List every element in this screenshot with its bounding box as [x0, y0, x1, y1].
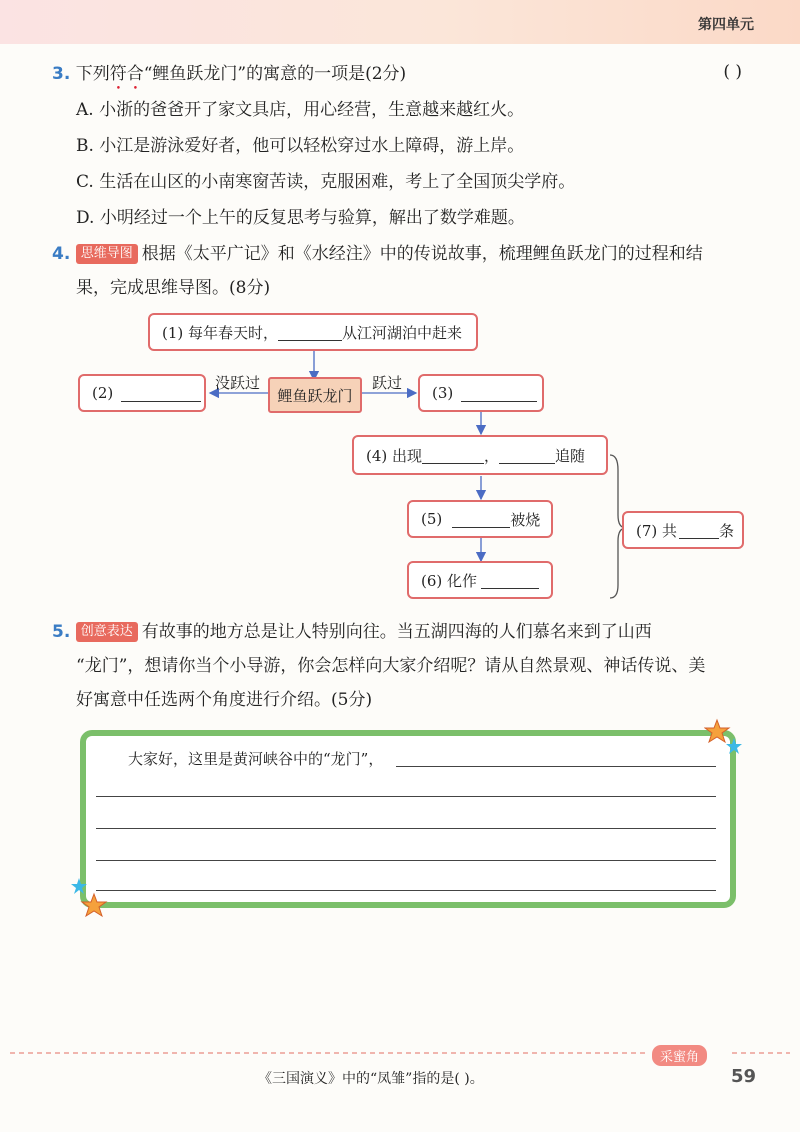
writing-line-4[interactable] [96, 860, 716, 861]
box1-blank[interactable] [278, 324, 342, 341]
q4-tag: 思维导图 [76, 244, 138, 264]
edge-label-left: 没跃过 [215, 374, 261, 392]
q4-number: 4. [52, 244, 71, 264]
box2-label: (2) [92, 384, 114, 402]
box3-label: (3) [432, 384, 454, 402]
q3-option-c: C. 生活在山区的小南寒窗苦读，克服困难，考上了全国顶尖学府。 [76, 172, 576, 192]
box6-blank[interactable] [481, 572, 539, 589]
map-box-4 [352, 435, 608, 475]
box5-blank[interactable] [452, 511, 510, 528]
star-icon-top [704, 718, 744, 762]
writing-line-3[interactable] [96, 828, 716, 829]
unit-title: 第四单元 [698, 17, 754, 33]
writing-line-2[interactable] [96, 796, 716, 797]
answer-start: 大家好，这里是黄河峡谷中的“龙门”， [128, 750, 384, 768]
box4-pre: (4) 出现 [366, 446, 423, 465]
q5-tag: 创意表达 [76, 622, 138, 642]
box3-blank[interactable] [461, 385, 537, 402]
star-icon-bottom [70, 876, 110, 920]
q3-dotted-word: 符合 [109, 64, 144, 84]
box7-post: 条 [719, 521, 735, 540]
q3-answer-paren[interactable]: ( ) [723, 62, 742, 82]
map-box-2 [78, 374, 206, 412]
q5-line3: 好寓意中任选两个角度进行介绍。(5分) [76, 690, 373, 710]
box6-label: (6) 化作 [421, 571, 478, 590]
map-box-1 [148, 313, 478, 351]
box7-pre: (7) 共 [636, 521, 678, 540]
q5-number: 5. [52, 622, 71, 642]
writing-line-5[interactable] [96, 890, 716, 891]
q4-line2: 果，完成思维导图。(8分) [76, 278, 271, 298]
box4-sep: ， [484, 446, 500, 465]
map-box-7 [622, 511, 744, 549]
footer-badge: 采蜜角 [652, 1045, 707, 1066]
writing-line-1[interactable] [396, 766, 716, 767]
box4-post: 追随 [555, 446, 586, 465]
box4-blank-1[interactable] [422, 447, 484, 464]
q4-line1: 根据《太平广记》和《水经注》中的传说故事，梳理鲤鱼跃龙门的过程和结 [141, 244, 703, 264]
q5-stem [52, 620, 652, 644]
q3-post: “鲤鱼跃龙门”的寓意的一项是(2分) [143, 64, 407, 84]
map-box-6 [407, 561, 553, 599]
box5-post: 被烧 [510, 510, 541, 529]
map-box-3 [418, 374, 544, 412]
edge-label-right: 跃过 [372, 374, 403, 392]
q3-option-a: A. 小浙的爸爸开了家文具店，用心经营，生意越来越红火。 [76, 100, 525, 120]
box7-blank[interactable] [679, 522, 719, 539]
footer-note: 《三国演义》中的“凤雏”指的是( )。 [258, 1071, 484, 1087]
map-box-5 [407, 500, 553, 538]
q3-option-b: B. 小江是游泳爱好者，他可以轻松穿过水上障碍，游上岸。 [76, 136, 525, 156]
box5-pre: (5) [421, 510, 443, 528]
box1-post: 从江河湖泊中赶来 [342, 323, 463, 342]
q5-line2: “龙门”，想请你当个小导游，你会怎样向大家介绍呢？请从自然景观、神话传说、美 [76, 656, 706, 676]
map-center: 鲤鱼跃龙门 [268, 377, 362, 413]
box4-blank-2[interactable] [499, 447, 555, 464]
q5-line1: 有故事的地方总是让人特别向往。当五湖四海的人们慕名来到了山西 [141, 622, 652, 642]
page-number: 59 [731, 1066, 757, 1087]
q3-pre: 下列 [75, 64, 110, 84]
box2-blank[interactable] [121, 385, 201, 402]
box1-pre: (1) 每年春天时， [162, 323, 279, 342]
q3-option-d: D. 小明经过一个上午的反复思考与验算，解出了数学难题。 [76, 208, 525, 228]
q3-number: 3. [52, 64, 71, 84]
